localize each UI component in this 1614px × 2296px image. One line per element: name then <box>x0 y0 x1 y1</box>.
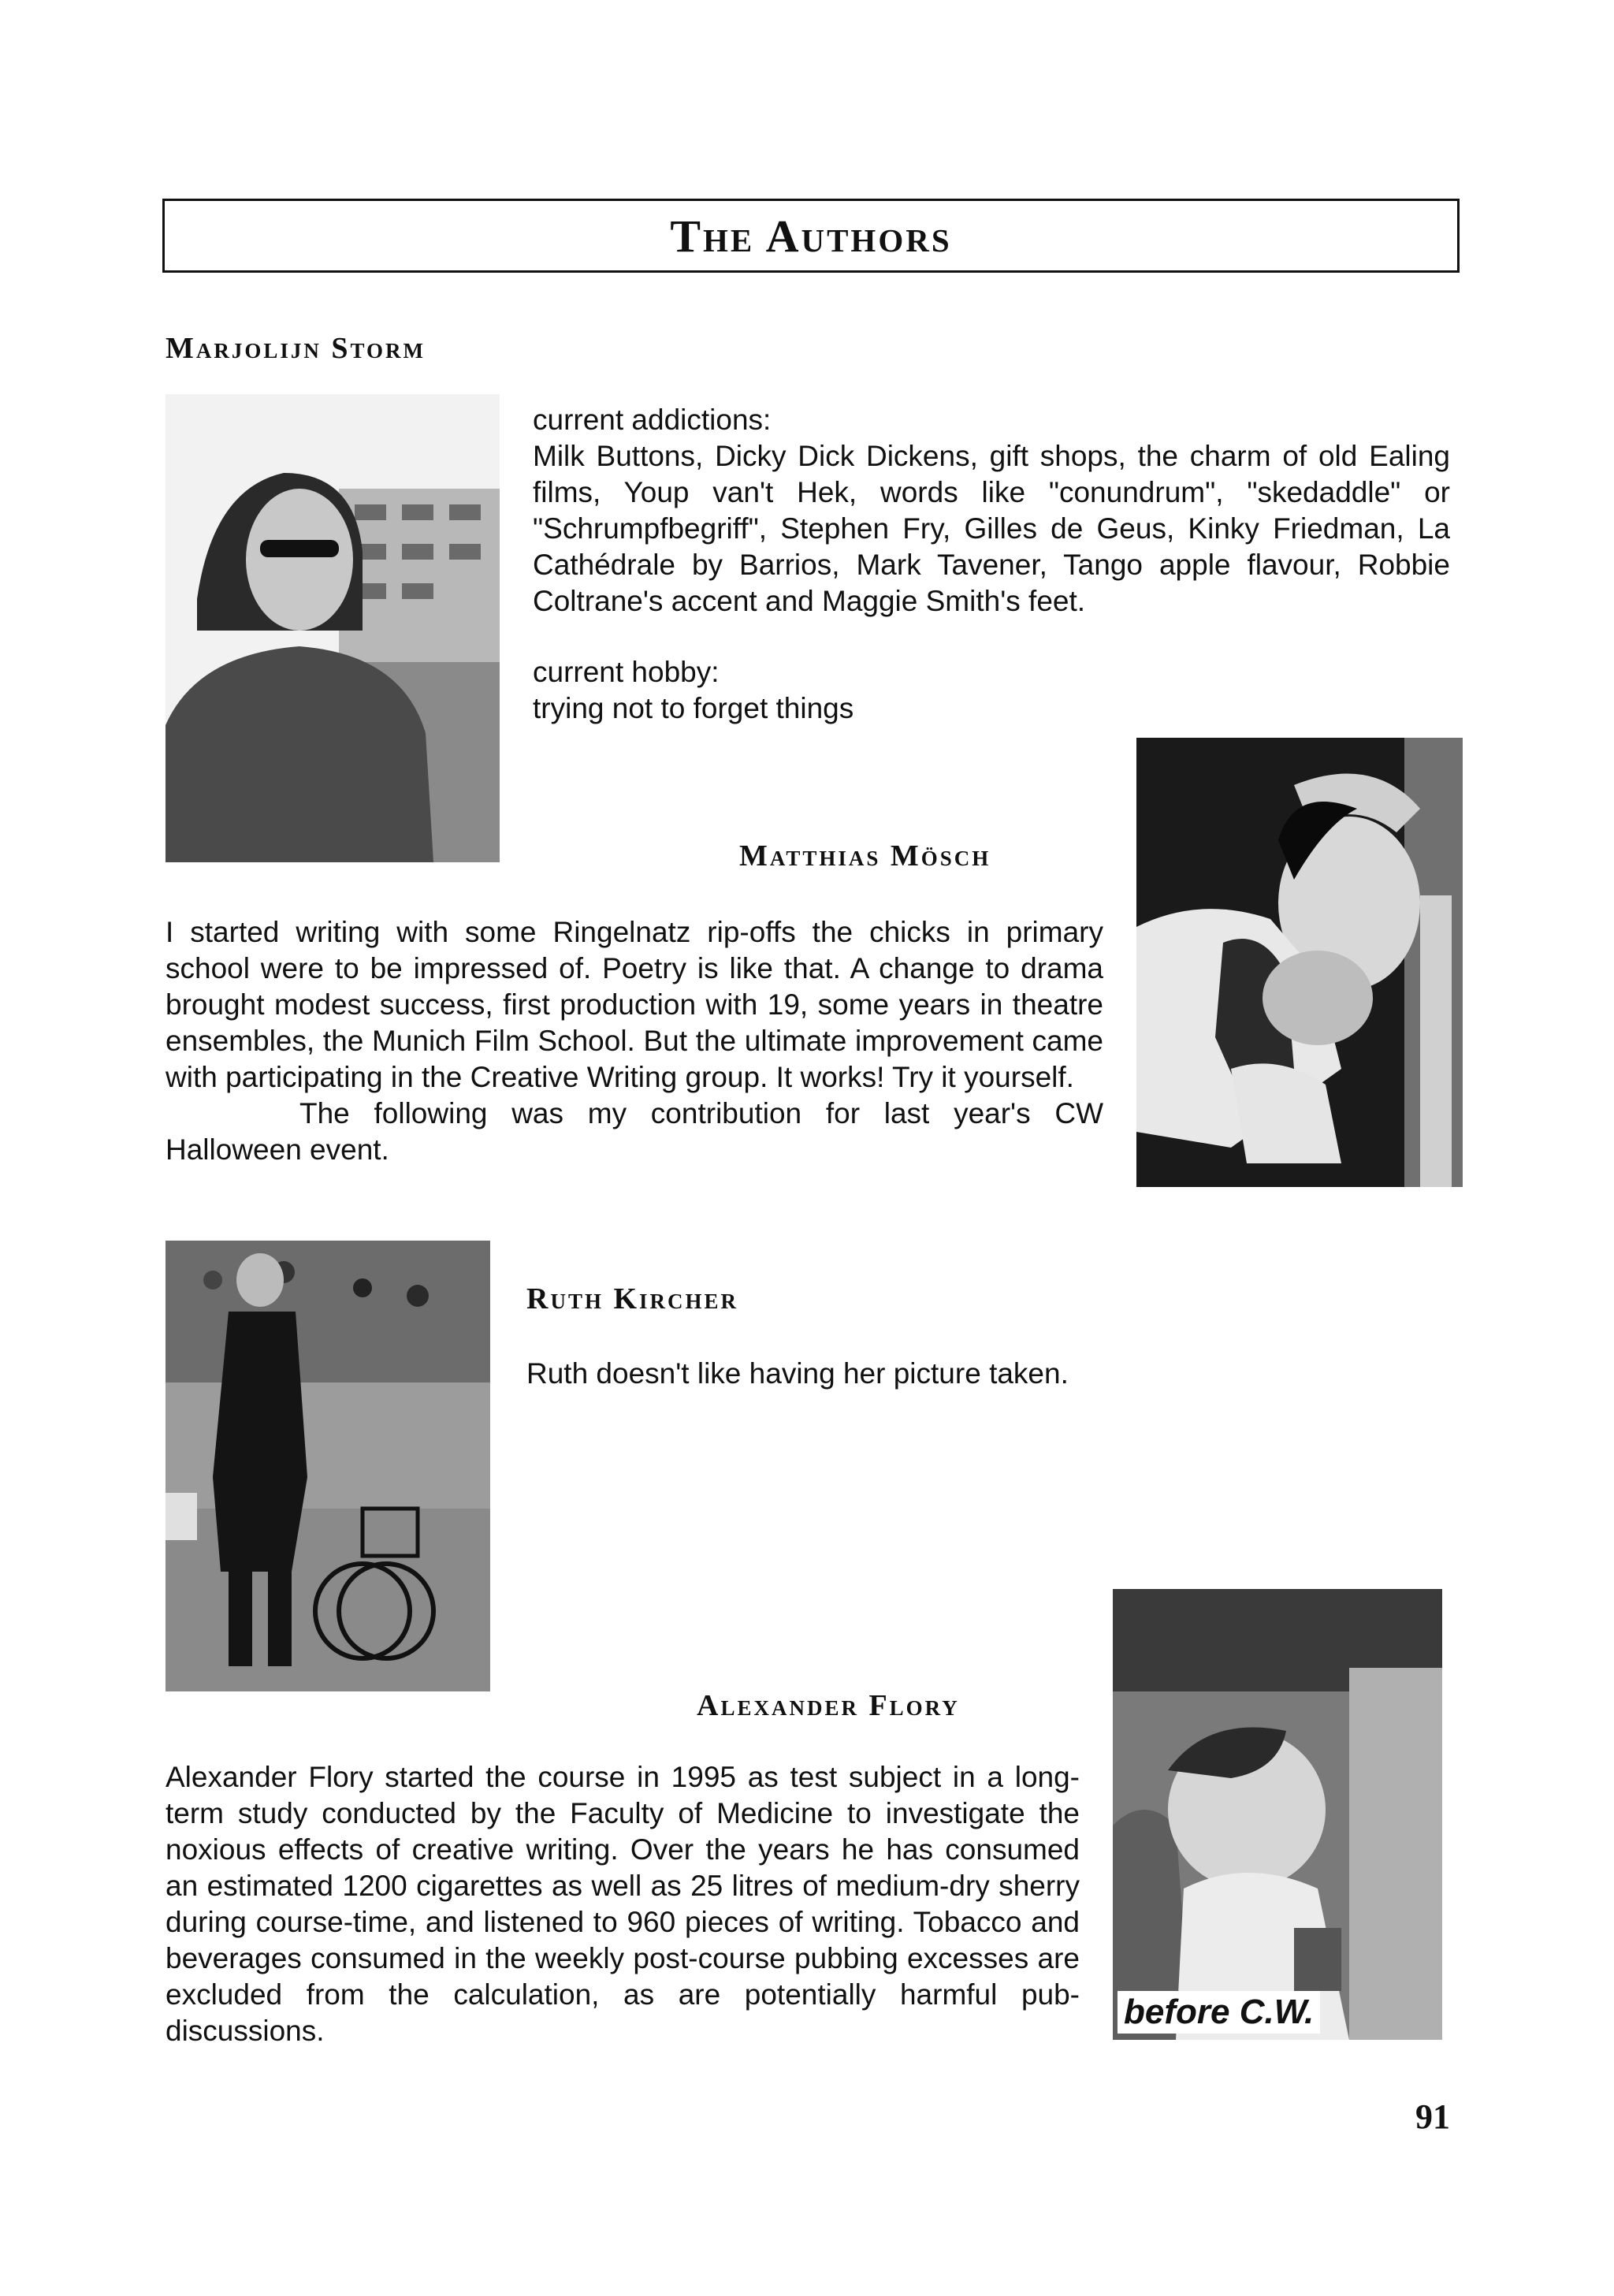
bio-paragraph: Alexander Flory started the course in 1995 as test subject in a long-term study conducted by the Faculty of Medicine to investigate the noxious effects of creative writing. Over the years he has consumed an estimated 1200 cigarettes as well as 25 litres of medium-dry sherry during course-time, and listened to 960 pieces of writing. Tobacco and beverages consumed in the weekly post-course pubbing excesses are excluded from the calculation, as are potentially harmful pub-discussions. <box>165 1761 1080 2047</box>
author-name-marjolijn: Marjolijn Storm <box>165 332 426 365</box>
bio-paragraph: current addictions: <box>533 404 772 436</box>
bio-marjolijn <box>533 402 1450 727</box>
bio-paragraph: Milk Buttons, Dicky Dick Dickens, gift shops, the charm of old Ealing films, Youp van't Hek, words like "conundrum", "skedaddle" or "Schrumpfbegriff", Stephen Fry, Gilles de Geus, Kinky Friedman, La Cathédrale by Barrios, Mark Tavener, Tango apple flavour, Robbie Coltrane's accent and Maggie Smith's feet. <box>533 440 1450 617</box>
bio-alexander <box>165 1759 1080 2049</box>
photo-matthias-mosch <box>1136 738 1463 1187</box>
bio-paragraph: Ruth doesn't like having her picture taken. <box>526 1357 1069 1390</box>
bio-matthias <box>165 914 1103 1168</box>
author-name-matthias: Matthias Mösch <box>739 839 991 873</box>
photo-caption-label: before C.W. <box>1118 1991 1320 2034</box>
page-title: The Authors <box>670 210 952 262</box>
photo-marjolijn-storm <box>165 394 500 862</box>
author-name-alexander: Alexander Flory <box>697 1689 960 1722</box>
page-title-box <box>162 199 1460 273</box>
bio-paragraph: trying not to forget things <box>533 692 854 724</box>
photo-alexander-flory <box>1113 1589 1442 2040</box>
bio-paragraph: current hobby: <box>533 656 720 688</box>
author-name-ruth: Ruth Kircher <box>526 1282 739 1315</box>
page-number: 91 <box>1415 2097 1450 2136</box>
bio-paragraph: I started writing with some Ringelnatz rip-offs the chicks in primary school were to be impressed of. Poetry is like that. A change to drama brought modest success, first production with 19, some years in theatre ensembles, the Munich Film School. But the ultimate improvement came with participating in the Creative Writing group. It works! Try it yourself. <box>165 916 1103 1093</box>
photo-ruth-kircher <box>165 1241 490 1691</box>
bio-paragraph: The following was my contribution for last year's CW Halloween event. <box>165 1097 1103 1166</box>
bio-ruth <box>526 1356 1393 1392</box>
